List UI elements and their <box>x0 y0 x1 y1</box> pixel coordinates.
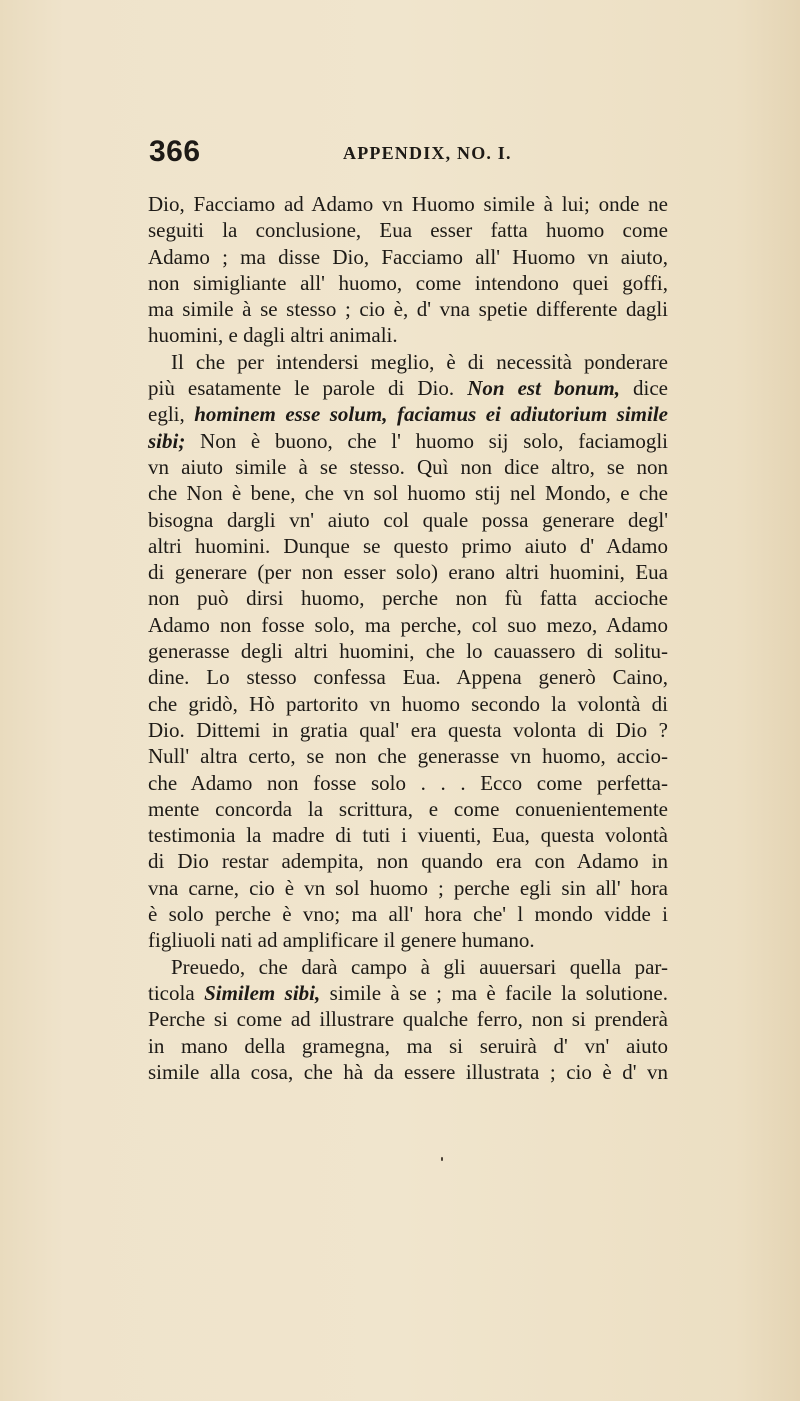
text-line: di generare (per non esser solo) erano altri huomini, Eua <box>148 560 668 585</box>
text-line: bisogna dargli vn' aiuto col quale possa generare degl' <box>148 507 668 532</box>
text-line: non simigliante all' huomo, come intendono quei goffi, <box>148 270 668 295</box>
text-line: generasse degli altri huomini, che lo cauassero di solitu- <box>148 639 668 664</box>
text-line: Null' altra certo, se non che generasse vn huomo, accio- <box>148 744 668 769</box>
text-run: più esatamente le parole di Dio. <box>148 376 468 401</box>
text-line: in mano della gramegna, ma si seruirà d' vn' aiuto <box>148 1033 668 1058</box>
text-line: Perche si come ad illustrare qualche ferro, non si prenderà <box>148 1007 668 1032</box>
text-line: dine. Lo stesso confessa Eua. Appena generò Caino, <box>148 665 668 690</box>
running-head: APPENDIX, NO. I. <box>343 143 512 163</box>
text-line: Adamo non fosse solo, ma perche, col suo mezo, Adamo <box>148 612 668 637</box>
text-line: testimonia la madre di tuti i viuenti, Eua, questa volontà <box>148 823 668 848</box>
text-line: vna carne, cio è vn sol huomo ; perche egli sin all' hora <box>148 875 668 900</box>
ink-speck <box>441 1157 443 1161</box>
paragraph-2 <box>148 349 668 954</box>
text-line: Dio. Dittemi in gratia qual' era questa volonta di Dio ? <box>148 717 668 742</box>
text-line: che gridò, Hò partorito vn huomo secondo la volontà di <box>148 691 668 716</box>
text-run: Non è buono, che l' huomo sij solo, faciamogli <box>185 428 668 453</box>
text-line: ma simile à se stesso ; cio è, d' vna spetie differente dagli <box>148 297 668 322</box>
page-header <box>149 135 669 175</box>
text-line: simile alla cosa, che hà da essere illustrata ; cio è d' vn <box>148 1059 668 1084</box>
text-line <box>148 428 668 454</box>
latin-quote: Non est bonum, <box>467 376 620 401</box>
paragraph-1 <box>148 191 668 349</box>
text-run: egli, <box>148 402 195 427</box>
body-text <box>148 191 668 1085</box>
text-line: mente concorda la scrittura, e come conuenientemente <box>148 796 668 821</box>
paragraph-3 <box>148 954 668 1085</box>
text-line <box>148 980 668 1006</box>
text-line: vn aiuto simile à se stesso. Quì non dice altro, se non <box>148 454 668 479</box>
text-run: simile à se ; ma è facile la solutione. <box>320 980 669 1005</box>
text-line: Dio, Facciamo ad Adamo vn Huomo simile à lui; onde ne <box>148 192 668 216</box>
text-line: di Dio restar adempita, non quando era con Adamo in <box>148 849 668 874</box>
latin-quote: hominem esse solum, faciamus ei adiutorium simile <box>194 402 668 427</box>
text-line: non può dirsi huomo, perche non fù fatta accioche <box>148 586 668 611</box>
text-line: che Non è bene, che vn sol huomo stij nel Mondo, e che <box>148 481 668 506</box>
text-line <box>148 401 668 427</box>
latin-quote: Similem sibi, <box>204 980 321 1005</box>
text-run: ticola <box>148 980 205 1005</box>
text-line: seguiti la conclusione, Eua esser fatta huomo come <box>148 218 668 243</box>
text-line: che Adamo non fosse solo . . . Ecco come perfetta- <box>148 770 668 795</box>
text-line <box>148 375 668 401</box>
page-number: 366 <box>149 135 201 168</box>
text-line: altri huomini. Dunque se questo primo aiuto d' Adamo <box>148 533 668 558</box>
text-line: figliuoli nati ad amplificare il genere humano. <box>148 928 535 953</box>
text-line: è solo perche è vno; ma all' hora che' l mondo vidde i <box>148 902 668 927</box>
text-run: dice <box>619 376 668 401</box>
text-line: Il che per intendersi meglio, è di necessità ponderare <box>171 349 668 374</box>
text-line: Preuedo, che darà campo à gli auuersari quella par- <box>171 954 668 979</box>
text-line: huomini, e dagli altri animali. <box>148 323 398 348</box>
latin-quote: sibi; <box>148 428 186 453</box>
text-line: Adamo ; ma disse Dio, Facciamo all' Huomo vn aiuto, <box>148 244 668 269</box>
